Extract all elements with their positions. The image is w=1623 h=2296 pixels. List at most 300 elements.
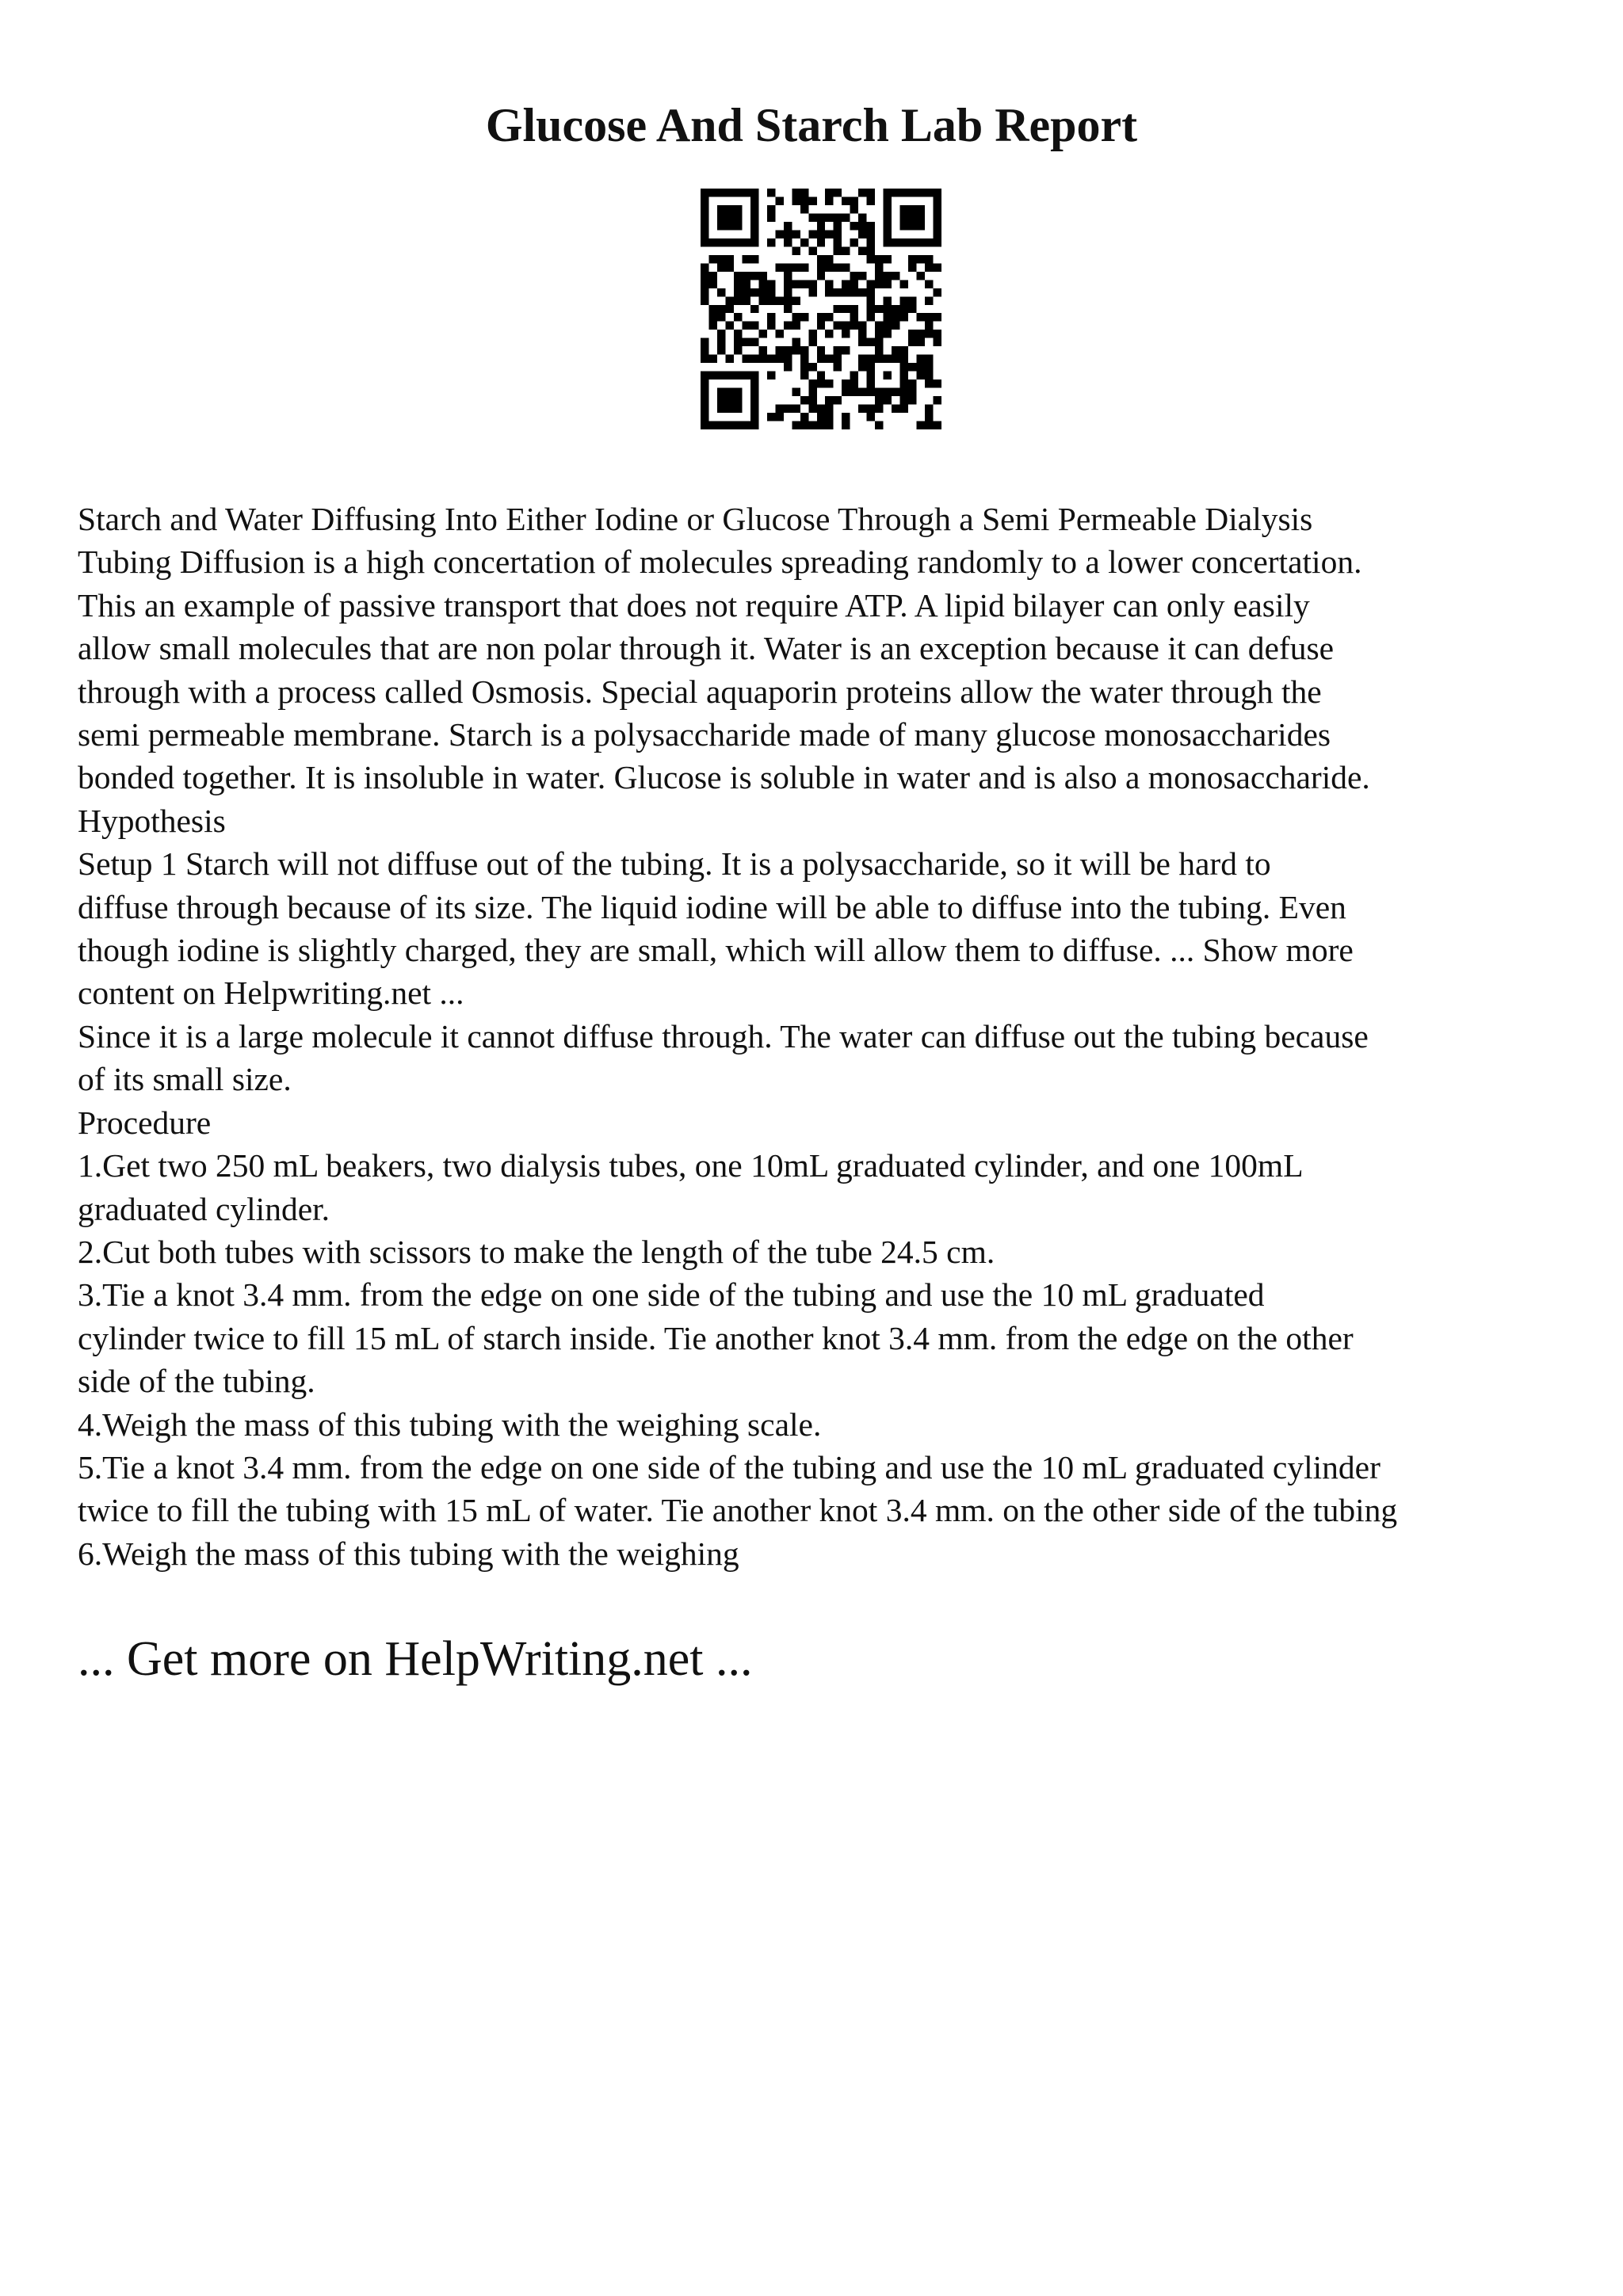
qr-module xyxy=(825,230,833,238)
qr-module xyxy=(900,396,908,404)
qr-module xyxy=(792,296,800,304)
qr-module xyxy=(808,388,816,396)
qr-module xyxy=(725,305,733,313)
qr-module xyxy=(701,196,708,204)
qr-module xyxy=(875,255,883,263)
procedure-step: 1.Get two 250 mL beakers, two dialysis tubes, one 10mL graduated cylinder, and one 100mL xyxy=(78,1147,1304,1184)
qr-module xyxy=(900,296,908,304)
qr-module xyxy=(908,388,916,396)
qr-module xyxy=(842,305,850,313)
qr-module xyxy=(800,355,808,363)
qr-module xyxy=(867,405,875,413)
qr-module xyxy=(708,313,716,321)
body-line: through with a process called Osmosis. Special aquaporin proteins allow the water through the xyxy=(78,673,1322,710)
qr-module xyxy=(775,330,783,338)
qr-module xyxy=(884,205,892,213)
qr-module xyxy=(858,246,866,254)
qr-module xyxy=(834,230,842,238)
qr-module xyxy=(925,363,933,371)
qr-module xyxy=(717,338,725,346)
qr-module xyxy=(867,363,875,371)
qr-module xyxy=(875,421,883,429)
qr-module xyxy=(767,372,775,379)
qr-module xyxy=(734,313,742,321)
qr-module xyxy=(875,396,883,404)
qr-module xyxy=(708,322,716,330)
qr-module xyxy=(717,372,725,379)
qr-module xyxy=(900,222,908,230)
qr-module xyxy=(800,313,808,321)
qr-module xyxy=(701,379,708,387)
qr-module xyxy=(825,330,833,338)
qr-module xyxy=(842,213,850,221)
qr-module xyxy=(808,246,816,254)
qr-module xyxy=(701,189,708,196)
qr-module xyxy=(925,189,933,196)
qr-module xyxy=(842,288,850,296)
qr-module xyxy=(742,189,750,196)
qr-module xyxy=(808,330,816,338)
qr-module xyxy=(875,263,883,271)
qr-module xyxy=(867,230,875,238)
qr-module xyxy=(825,263,833,271)
qr-module xyxy=(742,280,750,288)
body-line: Setup 1 Starch will not diffuse out of the tubing. It is a polysaccharide, so it will be hard to xyxy=(78,845,1271,883)
qr-module xyxy=(792,346,800,354)
qr-module xyxy=(717,396,725,404)
qr-module xyxy=(917,238,925,246)
qr-module xyxy=(742,272,750,280)
qr-module xyxy=(842,280,850,288)
qr-module xyxy=(701,405,708,413)
qr-module xyxy=(734,238,742,246)
qr-code-icon xyxy=(701,189,941,429)
qr-module xyxy=(758,346,766,354)
qr-module xyxy=(884,213,892,221)
qr-module xyxy=(850,222,858,230)
qr-module xyxy=(725,396,733,404)
qr-module xyxy=(934,338,941,346)
qr-module xyxy=(825,413,833,421)
qr-module xyxy=(892,355,899,363)
qr-module xyxy=(825,379,833,387)
qr-module xyxy=(858,288,866,296)
qr-module xyxy=(817,413,825,421)
qr-module xyxy=(850,288,858,296)
qr-module xyxy=(934,238,941,246)
qr-module xyxy=(784,230,792,238)
qr-module xyxy=(925,238,933,246)
qr-module xyxy=(858,388,866,396)
qr-module xyxy=(825,280,833,288)
qr-module xyxy=(775,196,783,204)
qr-module xyxy=(817,313,825,321)
qr-module xyxy=(750,222,758,230)
qr-module xyxy=(742,355,750,363)
qr-module xyxy=(867,238,875,246)
qr-module xyxy=(775,346,783,354)
qr-module xyxy=(817,222,825,230)
qr-module xyxy=(800,413,808,421)
qr-module xyxy=(884,189,892,196)
qr-module xyxy=(834,246,842,254)
qr-module xyxy=(800,196,808,204)
qr-module xyxy=(734,280,742,288)
qr-module xyxy=(717,288,725,296)
qr-module xyxy=(792,322,800,330)
qr-module xyxy=(867,338,875,346)
qr-module xyxy=(892,189,899,196)
qr-module xyxy=(900,388,908,396)
qr-module xyxy=(808,396,816,404)
qr-module xyxy=(884,230,892,238)
qr-module xyxy=(825,213,833,221)
qr-module xyxy=(784,222,792,230)
procedure-step: twice to fill the tubing with 15 mL of water. Tie another knot 3.4 mm. on the other side of the tubing xyxy=(78,1492,1398,1529)
qr-module xyxy=(775,296,783,304)
qr-module xyxy=(750,272,758,280)
qr-module xyxy=(917,205,925,213)
qr-module xyxy=(934,213,941,221)
qr-module xyxy=(842,388,850,396)
qr-module xyxy=(884,330,892,338)
qr-module xyxy=(900,379,908,387)
qr-module xyxy=(767,355,775,363)
qr-module xyxy=(884,280,892,288)
qr-module xyxy=(792,189,800,196)
qr-module xyxy=(708,280,716,288)
qr-module xyxy=(892,405,899,413)
qr-module xyxy=(908,255,916,263)
get-more-link[interactable]: ... Get more on HelpWriting.net ... xyxy=(78,1632,753,1686)
qr-module xyxy=(734,346,742,354)
qr-module xyxy=(725,238,733,246)
qr-module xyxy=(834,238,842,246)
qr-module xyxy=(767,288,775,296)
qr-module xyxy=(701,296,708,304)
qr-module xyxy=(701,388,708,396)
qr-module xyxy=(808,421,816,429)
qr-module xyxy=(917,313,925,321)
qr-module xyxy=(800,421,808,429)
qr-module xyxy=(792,421,800,429)
qr-module xyxy=(908,396,916,404)
qr-module xyxy=(892,313,899,321)
qr-module xyxy=(867,296,875,304)
qr-module xyxy=(717,238,725,246)
qr-module xyxy=(734,421,742,429)
qr-module xyxy=(701,222,708,230)
qr-module xyxy=(917,272,925,280)
qr-module xyxy=(925,413,933,421)
qr-module xyxy=(917,222,925,230)
qr-module xyxy=(750,189,758,196)
qr-module xyxy=(875,330,883,338)
qr-module xyxy=(800,280,808,288)
qr-module xyxy=(808,405,816,413)
qr-module xyxy=(767,205,775,213)
qr-module xyxy=(867,189,875,196)
qr-module xyxy=(842,322,850,330)
qr-module xyxy=(925,379,933,387)
qr-module xyxy=(767,296,775,304)
qr-module xyxy=(908,205,916,213)
qr-module xyxy=(808,213,816,221)
qr-module xyxy=(867,388,875,396)
qr-module xyxy=(867,313,875,321)
qr-module xyxy=(701,346,708,354)
qr-module xyxy=(884,272,892,280)
qr-module xyxy=(758,355,766,363)
qr-module xyxy=(892,305,899,313)
qr-module xyxy=(775,405,783,413)
qr-module xyxy=(892,322,899,330)
qr-module xyxy=(842,421,850,429)
qr-module xyxy=(934,421,941,429)
qr-module xyxy=(892,388,899,396)
qr-module xyxy=(708,189,716,196)
body-line: diffuse through because of its size. The liquid iodine will be able to diffuse into the tubing. Even xyxy=(78,888,1346,925)
qr-module xyxy=(858,189,866,196)
qr-module xyxy=(767,238,775,246)
qr-module xyxy=(784,355,792,363)
qr-module xyxy=(750,288,758,296)
qr-module xyxy=(717,189,725,196)
qr-module xyxy=(784,296,792,304)
qr-module xyxy=(825,355,833,363)
qr-module xyxy=(850,305,858,313)
qr-module xyxy=(917,213,925,221)
qr-module xyxy=(908,379,916,387)
qr-module xyxy=(825,405,833,413)
procedure-step: 2.Cut both tubes with scissors to make the length of the tube 24.5 cm. xyxy=(78,1233,995,1270)
qr-module xyxy=(742,296,750,304)
qr-module xyxy=(817,372,825,379)
qr-module xyxy=(934,263,941,271)
qr-module xyxy=(734,288,742,296)
qr-module xyxy=(701,338,708,346)
qr-module xyxy=(717,405,725,413)
procedure-step: side of the tubing. xyxy=(78,1363,315,1400)
qr-module xyxy=(825,255,833,263)
qr-module xyxy=(858,222,866,230)
qr-module xyxy=(925,263,933,271)
qr-module xyxy=(900,305,908,313)
qr-module xyxy=(784,238,792,246)
qr-module xyxy=(784,288,792,296)
qr-module xyxy=(867,246,875,254)
qr-module xyxy=(825,421,833,429)
qr-module xyxy=(908,189,916,196)
qr-module xyxy=(717,205,725,213)
qr-module xyxy=(834,288,842,296)
qr-module xyxy=(867,372,875,379)
qr-module xyxy=(908,263,916,271)
procedure-step: cylinder twice to fill 15 mL of starch inside. Tie another knot 3.4 mm. from the edge on the other xyxy=(78,1319,1354,1356)
qr-module xyxy=(900,189,908,196)
qr-module xyxy=(867,196,875,204)
qr-module xyxy=(850,322,858,330)
qr-module xyxy=(817,272,825,280)
qr-module xyxy=(834,189,842,196)
qr-module xyxy=(917,330,925,338)
qr-module xyxy=(708,272,716,280)
qr-module xyxy=(750,388,758,396)
qr-module xyxy=(800,372,808,379)
qr-module xyxy=(934,222,941,230)
qr-module xyxy=(725,355,733,363)
qr-module xyxy=(701,396,708,404)
qr-module xyxy=(750,322,758,330)
qr-module xyxy=(858,330,866,338)
qr-module xyxy=(917,363,925,371)
qr-module xyxy=(884,322,892,330)
body-line: Since it is a large molecule it cannot diffuse through. The water can diffuse out the tubing because xyxy=(78,1017,1369,1055)
qr-module xyxy=(725,322,733,330)
qr-module xyxy=(758,296,766,304)
qr-module xyxy=(842,330,850,338)
qr-module xyxy=(734,388,742,396)
qr-module xyxy=(817,421,825,429)
qr-module xyxy=(817,230,825,238)
qr-module xyxy=(742,255,750,263)
qr-module xyxy=(850,238,858,246)
qr-module xyxy=(884,305,892,313)
qr-module xyxy=(858,213,866,221)
qr-module xyxy=(850,280,858,288)
qr-module xyxy=(717,313,725,321)
qr-module xyxy=(867,280,875,288)
qr-module xyxy=(734,338,742,346)
qr-module xyxy=(792,313,800,321)
qr-module xyxy=(800,263,808,271)
qr-module xyxy=(750,355,758,363)
qr-module xyxy=(934,189,941,196)
qr-module xyxy=(884,388,892,396)
section-heading-hypothesis: Hypothesis xyxy=(78,802,226,839)
procedure-step: 3.Tie a knot 3.4 mm. from the edge on one side of the tubing and use the 10 mL graduated xyxy=(78,1276,1265,1314)
qr-module xyxy=(742,322,750,330)
qr-module xyxy=(925,280,933,288)
procedure-step: 4.Weigh the mass of this tubing with the weighing scale. xyxy=(78,1405,822,1443)
qr-module xyxy=(792,246,800,254)
qr-module xyxy=(917,355,925,363)
qr-module xyxy=(908,305,916,313)
qr-module xyxy=(858,405,866,413)
body-line: of its small size. xyxy=(78,1061,292,1098)
qr-module xyxy=(808,363,816,371)
qr-module xyxy=(858,272,866,280)
qr-module xyxy=(792,388,800,396)
qr-module xyxy=(900,363,908,371)
qr-module xyxy=(742,338,750,346)
qr-module xyxy=(925,372,933,379)
qr-module xyxy=(767,189,775,196)
qr-module xyxy=(817,346,825,354)
qr-module xyxy=(925,313,933,321)
procedure-step: graduated cylinder. xyxy=(78,1190,330,1227)
qr-module xyxy=(767,313,775,321)
qr-module xyxy=(758,272,766,280)
qr-module xyxy=(717,421,725,429)
qr-module xyxy=(734,205,742,213)
qr-module xyxy=(850,205,858,213)
qr-module xyxy=(858,355,866,363)
qr-module xyxy=(708,238,716,246)
qr-module xyxy=(875,322,883,330)
qr-module xyxy=(708,421,716,429)
qr-module xyxy=(784,280,792,288)
qr-module xyxy=(817,322,825,330)
qr-module xyxy=(717,346,725,354)
qr-module xyxy=(717,263,725,271)
qr-module xyxy=(750,213,758,221)
qr-module xyxy=(800,346,808,354)
qr-module xyxy=(892,238,899,246)
body-line: This an example of passive transport that does not require ATP. A lipid bilayer can only easily xyxy=(78,586,1310,624)
qr-module xyxy=(750,421,758,429)
qr-module xyxy=(792,338,800,346)
qr-module xyxy=(900,238,908,246)
qr-module xyxy=(892,346,899,354)
qr-module xyxy=(908,338,916,346)
qr-module xyxy=(701,238,708,246)
qr-module xyxy=(808,338,816,346)
qr-module xyxy=(925,322,933,330)
qr-module xyxy=(701,413,708,421)
qr-module xyxy=(934,288,941,296)
qr-module xyxy=(858,322,866,330)
qr-module xyxy=(867,413,875,421)
qr-module xyxy=(701,280,708,288)
qr-module xyxy=(884,255,892,263)
qr-module xyxy=(750,372,758,379)
qr-module xyxy=(917,189,925,196)
qr-module xyxy=(867,305,875,313)
qr-module xyxy=(750,413,758,421)
qr-module xyxy=(808,196,816,204)
qr-module xyxy=(734,405,742,413)
body-line: bonded together. It is insoluble in water. Glucose is soluble in water and is also a monosaccharide. xyxy=(78,759,1370,796)
procedure-step: 5.Tie a knot 3.4 mm. from the edge on one side of the tubing and use the 10 mL graduated cylinder xyxy=(78,1448,1381,1486)
qr-module xyxy=(725,388,733,396)
qr-module xyxy=(750,196,758,204)
qr-module xyxy=(884,238,892,246)
qr-module xyxy=(734,372,742,379)
qr-module xyxy=(917,421,925,429)
qr-module xyxy=(784,322,792,330)
qr-module xyxy=(792,230,800,238)
qr-module xyxy=(908,363,916,371)
body-line: Starch and Water Diffusing Into Either Iodine or Glucose Through a Semi Permeable Dialysis xyxy=(78,501,1313,537)
qr-module xyxy=(758,280,766,288)
qr-module xyxy=(875,272,883,280)
body-line: semi permeable membrane. Starch is a polysaccharide made of many glucose monosaccharides xyxy=(78,716,1331,753)
qr-module xyxy=(925,355,933,363)
document-title: Glucose And Starch Lab Report xyxy=(485,99,1138,151)
qr-module xyxy=(900,205,908,213)
qr-module xyxy=(884,196,892,204)
qr-module xyxy=(850,372,858,379)
qr-module xyxy=(908,213,916,221)
qr-module xyxy=(858,363,866,371)
qr-module xyxy=(800,189,808,196)
qr-module xyxy=(884,313,892,321)
qr-module xyxy=(750,255,758,263)
qr-module xyxy=(875,405,883,413)
qr-module xyxy=(834,355,842,363)
body-line: though iodine is slightly charged, they are small, which will allow them to diffuse. ... Show more xyxy=(78,932,1354,969)
